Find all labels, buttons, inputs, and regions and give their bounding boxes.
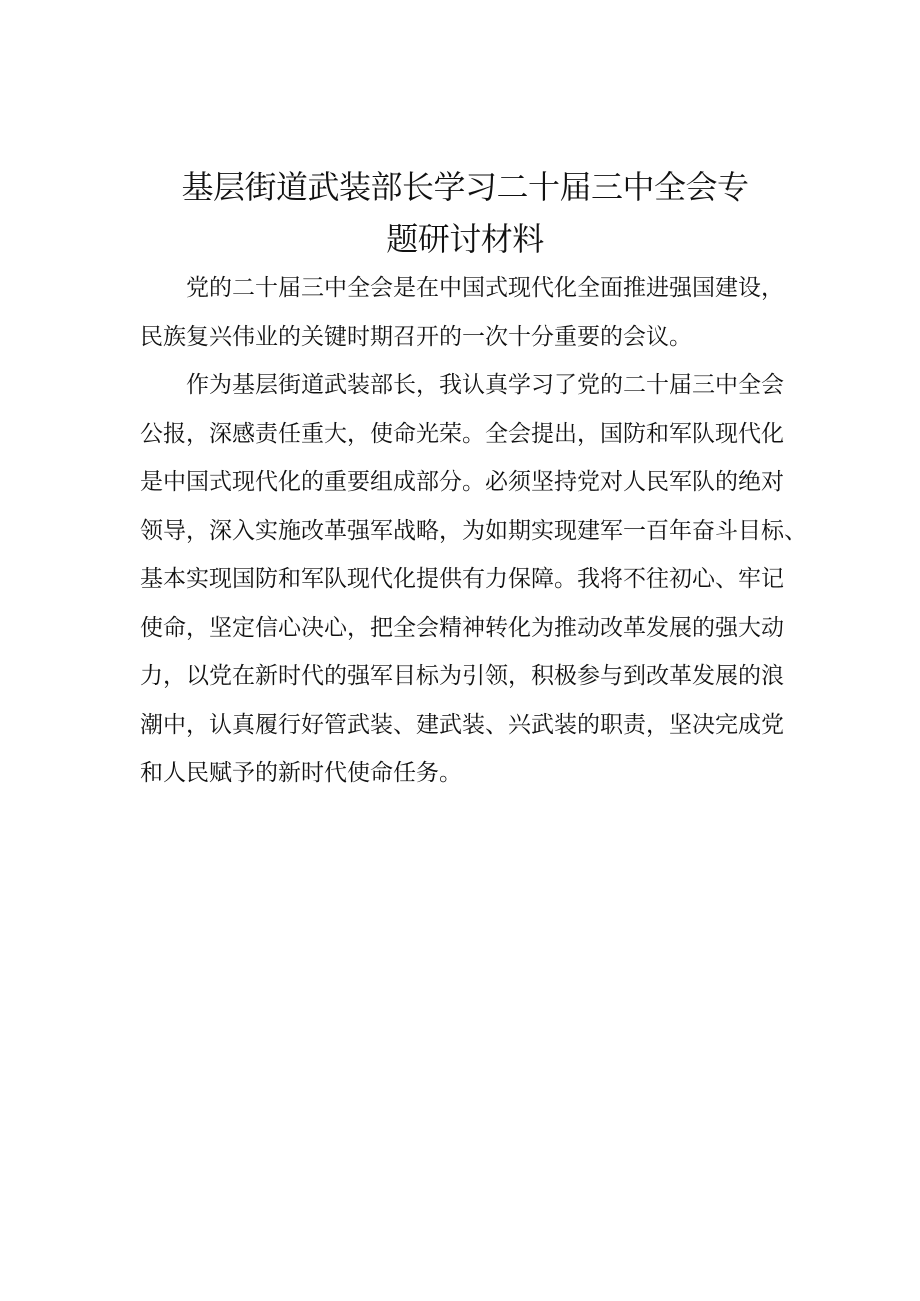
- paragraph-2-line-8: 潮中，认真履行好管武装、建武装、兴武装的职责，坚决完成党: [140, 711, 784, 738]
- paragraph-2: [140, 361, 807, 798]
- paragraph-2-line-1: 作为基层街道武装部长，我认真学习了党的二十届三中全会: [186, 372, 784, 398]
- title-line-1: 基层街道武装部长学习二十届三中全会专: [181, 168, 749, 207]
- document-body: [140, 264, 807, 798]
- document-title: [120, 161, 810, 265]
- paragraph-2-line-7: 力，以党在新时代的强军目标为引领，积极参与到改革发展的浪: [140, 663, 784, 689]
- paragraph-2-line-2: 公报，深感责任重大，使命光荣。全会提出，国防和军队现代化: [140, 420, 784, 447]
- paragraph-2-line-3: 是中国式现代化的重要组成部分。必须坚持党对人民军队的绝对: [140, 469, 784, 495]
- title-line-2: 题研讨材料: [386, 220, 544, 259]
- paragraph-2-line-9: 和人民赋予的新时代使命任务。: [140, 760, 462, 786]
- paragraph-2-line-4: 领导，深入实施改革强军战略，为如期实现建军一百年奋斗目标、: [140, 517, 807, 544]
- paragraph-1-line-2: 民族复兴伟业的关键时期召开的一次十分重要的会议。: [140, 323, 692, 350]
- paragraph-1-line-1: 党的二十届三中全会是在中国式现代化全面推进强国建设，: [186, 275, 784, 301]
- paragraph-2-line-5: 基本实现国防和军队现代化提供有力保障。我将不往初心、牢记: [140, 566, 784, 592]
- paragraph-2-line-6: 使命，坚定信心决心，把全会精神转化为推动改革发展的强大动: [140, 614, 784, 641]
- paragraph-1: [140, 264, 800, 361]
